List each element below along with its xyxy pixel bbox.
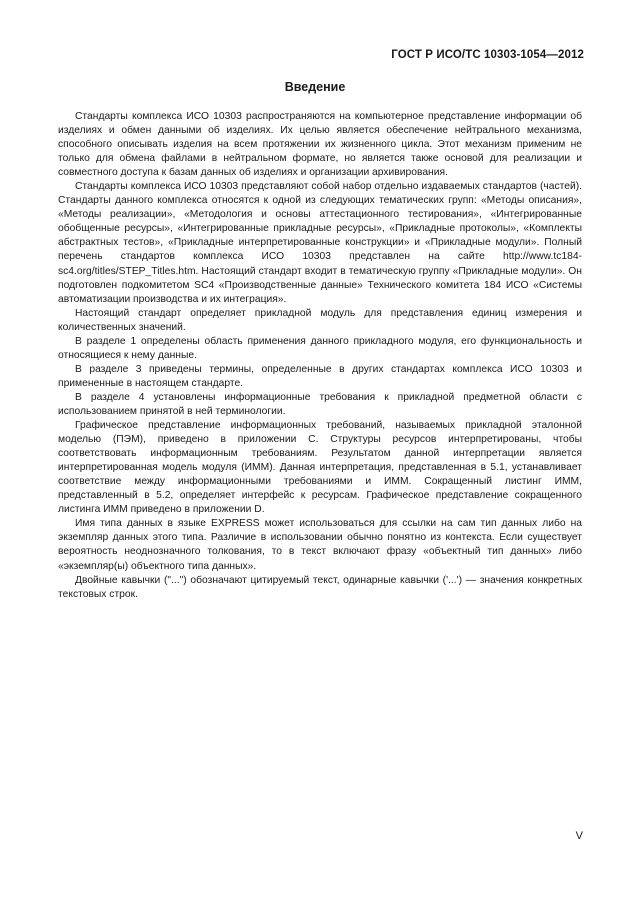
paragraph: Двойные кавычки ("...") обозначают цитируемый текст, одинарные кавычки ('...') — значения конкретных текстовых строк. <box>58 574 582 600</box>
paragraph: Имя типа данных в языке EXPRESS может использоваться для ссылки на сам тип данных либо на экземпляр данных этого типа. Различие в использовании обычно понятно из контекста. Если существует вероятность неоднозначного толкования, то в текст включают фразу «объектный тип данных» либо «экземпляр(ы) объектного типа данных». <box>58 518 582 572</box>
standard-code-header: ГОСТ Р ИСО/ТС 10303-1054—2012 <box>391 49 584 61</box>
page-number: V <box>575 830 583 842</box>
paragraph: В разделе 4 установлены информационные требования к прикладной предметной области с использованием принятой в ней терминологии. <box>58 391 582 417</box>
paragraph: Графическое представление информационных требований, называемых прикладной эталонной моделью (ПЭМ), приведено в приложении С. Структуры ресурсов интерпретированы, чтобы соответствовать информационным требованиям. Результатом данной интерпретации является интерпретированная модель модуля (ИММ). Данная интерпретация, представленная в 5.1, устанавливает соответствие между информационными требованиями и ИММ. Сокращенный листинг ИММ, представленный в 5.2, определяет интерфейс к ресурсам. Графическое представление сокращенного листинга ИММ приведено в приложении D. <box>58 420 582 516</box>
paragraph: В разделе 3 приведены термины, определенные в других стандартах комплекса ИСО 10303 и примененные в настоящем стандарте. <box>58 363 582 389</box>
paragraph: Стандарты комплекса ИСО 10303 распространяются на компьютерное представление информации об изделиях и обмен данными об изделиях. Их целью является обеспечение нейтрального механизма, способного описывать изделия на всем протяжении их жизненного цикла. Этот механизм применим не только для обмена файлами в нейтральном формате, но является также основой для реализации и совместного доступа к базам данных об изделиях и организации архивирования. <box>58 111 582 179</box>
paragraph: Настоящий стандарт определяет прикладной модуль для представления единиц измерения и количественных значений. <box>58 307 582 333</box>
body-text <box>58 110 582 602</box>
section-title: Введение <box>284 80 346 94</box>
paragraph: В разделе 1 определены область применения данного прикладного модуля, его функциональность и относящиеся к нему данные. <box>58 335 582 361</box>
paragraph: Стандарты комплекса ИСО 10303 представляют собой набор отдельно издаваемых стандартов (частей). Стандарты данного комплекса относятся к одной из следующих тематических групп: «Методы описания», «Методы реализации», «Методология и основы аттестационного тестирования», «Интегрированные обобщенные ресурсы», «Интегрированные прикладные ресурсы», «Прикладные протоколы», «Комплекты абстрактных тестов», «Прикладные интерпретированные конструкции» и «Прикладные модули». Полный перечень стандартов комплекса ИСО 10303 представлен на сайте http://www.tc184-sc4.org/titles/STEP_Titles.htm. Настоящий стандарт входит в тематическую группу «Прикладные модули». Он подготовлен подкомитетом SC4 «Производственные данные» Технического комитета 184 ИСО «Системы автоматизации производства и их интеграция». <box>58 181 582 305</box>
